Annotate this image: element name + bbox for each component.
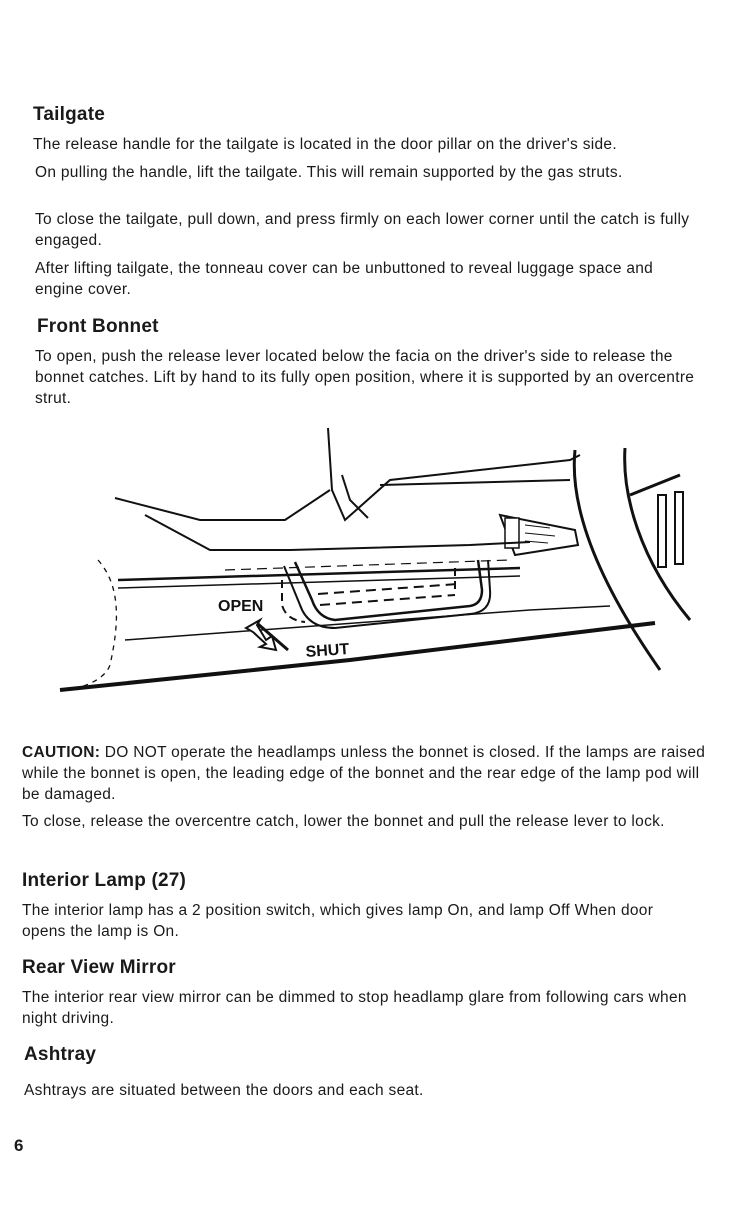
dashboard-vent-left	[658, 495, 666, 567]
tailgate-paragraph-2: On pulling the handle, lift the tailgate. This will remain supported by the gas struts.	[35, 164, 623, 181]
lower-trim-line	[125, 606, 610, 640]
page-number: 6	[14, 1136, 24, 1155]
front-bonnet-paragraph-2: To close, release the overcentre catch, lower the bonnet and pull the release lever to lock.	[22, 813, 665, 830]
tailgate-heading: Tailgate	[33, 104, 105, 125]
floor-edge	[60, 623, 655, 690]
indicator-stalk	[500, 515, 578, 555]
steering-wheel-spoke	[630, 475, 680, 495]
bonnet-release-lever-diagram	[50, 420, 700, 710]
ashtray-heading: Ashtray	[24, 1044, 97, 1065]
interior-lamp-paragraph: The interior lamp has a 2 position switch, which gives lamp On, and lamp Off When door opens the lamp is On.	[22, 902, 654, 940]
tailgate-paragraph-3: To close the tailgate, pull down, and press firmly on each lower corner until the catch is fully engaged.	[35, 211, 690, 249]
facia-upper-outline	[328, 428, 580, 520]
interior-lamp-heading: Interior Lamp (27)	[22, 870, 187, 891]
rear-view-mirror-heading: Rear View Mirror	[22, 957, 176, 978]
front-bonnet-heading: Front Bonnet	[37, 316, 159, 337]
front-bonnet-paragraph-1: To open, push the release lever located below the facia on the driver's side to release the bonnet catches. Lift by hand to its fully open position, where it is supported by an overcentre strut.	[35, 348, 695, 407]
ashtray-paragraph: Ashtrays are situated between the doors and each seat.	[24, 1082, 424, 1099]
dashboard-vent-right	[675, 492, 683, 564]
steering-wheel-rim	[574, 450, 660, 670]
open-label: OPEN	[218, 598, 264, 615]
caution-text: DO NOT operate the headlamps unless the bonnet is closed. If the lamps are raised while the bonnet is open, the leading edge of the bonnet and the rear edge of the lamp pod will be damaged.	[22, 744, 706, 803]
caution-paragraph	[22, 742, 712, 805]
shut-label: SHUT	[305, 640, 350, 661]
steering-column-upper	[380, 480, 570, 485]
tailgate-paragraph-4: After lifting tailgate, the tonneau cover can be unbuttoned to reveal luggage space and engine cover.	[35, 260, 654, 298]
left-pillar-dash	[60, 560, 116, 690]
caution-label: CAUTION:	[22, 744, 101, 761]
rear-view-mirror-paragraph: The interior rear view mirror can be dimmed to stop headlamp glare from following cars when night driving.	[22, 989, 687, 1027]
open-shut-arrow	[246, 620, 288, 650]
tailgate-paragraph-1: The release handle for the tailgate is located in the door pillar on the driver's side.	[33, 136, 617, 153]
